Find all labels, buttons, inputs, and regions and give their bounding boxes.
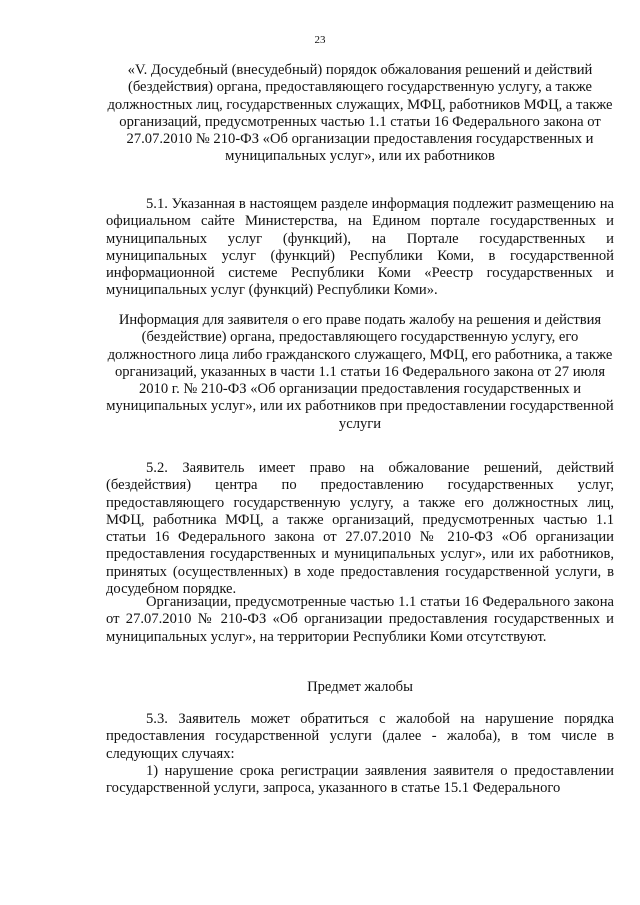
paragraph-5-2: 5.2. Заявитель имеет право на обжалование решений, действий (бездействия) центра по предоставлению государственных услуг, предоставляющего государственную услугу, а также его должностных лиц, МФЦ, работника МФЦ, а также организаций, предусмотренных частью 1.1 статьи 16 Федерального закона от 27.07.2010 № 210-ФЗ «Об организации предоставления государственных и муниципальных услуг», или их работников, принятых (осуществленных) в ходе предоставления государственной услуги, в досудебном порядке. <box>106 460 614 598</box>
info-heading: Информация для заявителя о его праве подать жалобу на решения и действия (бездействие) органа, предоставляющего государственную услугу, его должностного лица либо гражданского служащего, МФЦ, его работника, а также организаций, указанных в части 1.1 статьи 16 Федерального закона от 27 июля 2010 г. № 210-ФЗ «Об организации предоставления государственных и муниципальных услуг», или их работников при предоставлении государственной услуги <box>106 312 614 432</box>
paragraph-5-3: 5.3. Заявитель может обратиться с жалобой на нарушение порядка предоставления государственной услуги (далее - жалоба), в том числе в следующих случаях: <box>106 711 614 762</box>
page-number: 23 <box>314 34 326 46</box>
list-item-1: 1) нарушение срока регистрации заявления заявителя о предоставлении государственной услуги, запроса, указанного в статье 15.1 Федерального <box>106 763 614 797</box>
paragraph-organizations: Организации, предусмотренные частью 1.1 статьи 16 Федерального закона от 27.07.2010 № 210-ФЗ «Об организации предоставления государственных и муниципальных услуг», на территории Республики Коми отсутствуют. <box>106 594 614 645</box>
section-heading: «V. Досудебный (внесудебный) порядок обжалования решений и действий (бездействия) органа, предоставляющего государственную услугу, а также должностных лиц, государственных служащих, МФЦ, работников МФЦ, а также организаций, предусмотренных частью 1.1 статьи 16 Федерального закона от 27.07.2010 № 210-ФЗ «Об организации предоставления государственных и муниципальных услуг», или их работников <box>107 62 613 165</box>
subject-heading: Предмет жалобы <box>307 679 413 695</box>
paragraph-5-1: 5.1. Указанная в настоящем разделе информация подлежит размещению на официальном сайте Министерства, на Едином портале государственных и муниципальных услуг (функций), на Портале государственных и муниципальных услуг (функций) Республики Коми, в государственной информационной системе Республики Коми «Реестр государственных и муниципальных услуг (функций) Республики Коми». <box>106 196 614 299</box>
